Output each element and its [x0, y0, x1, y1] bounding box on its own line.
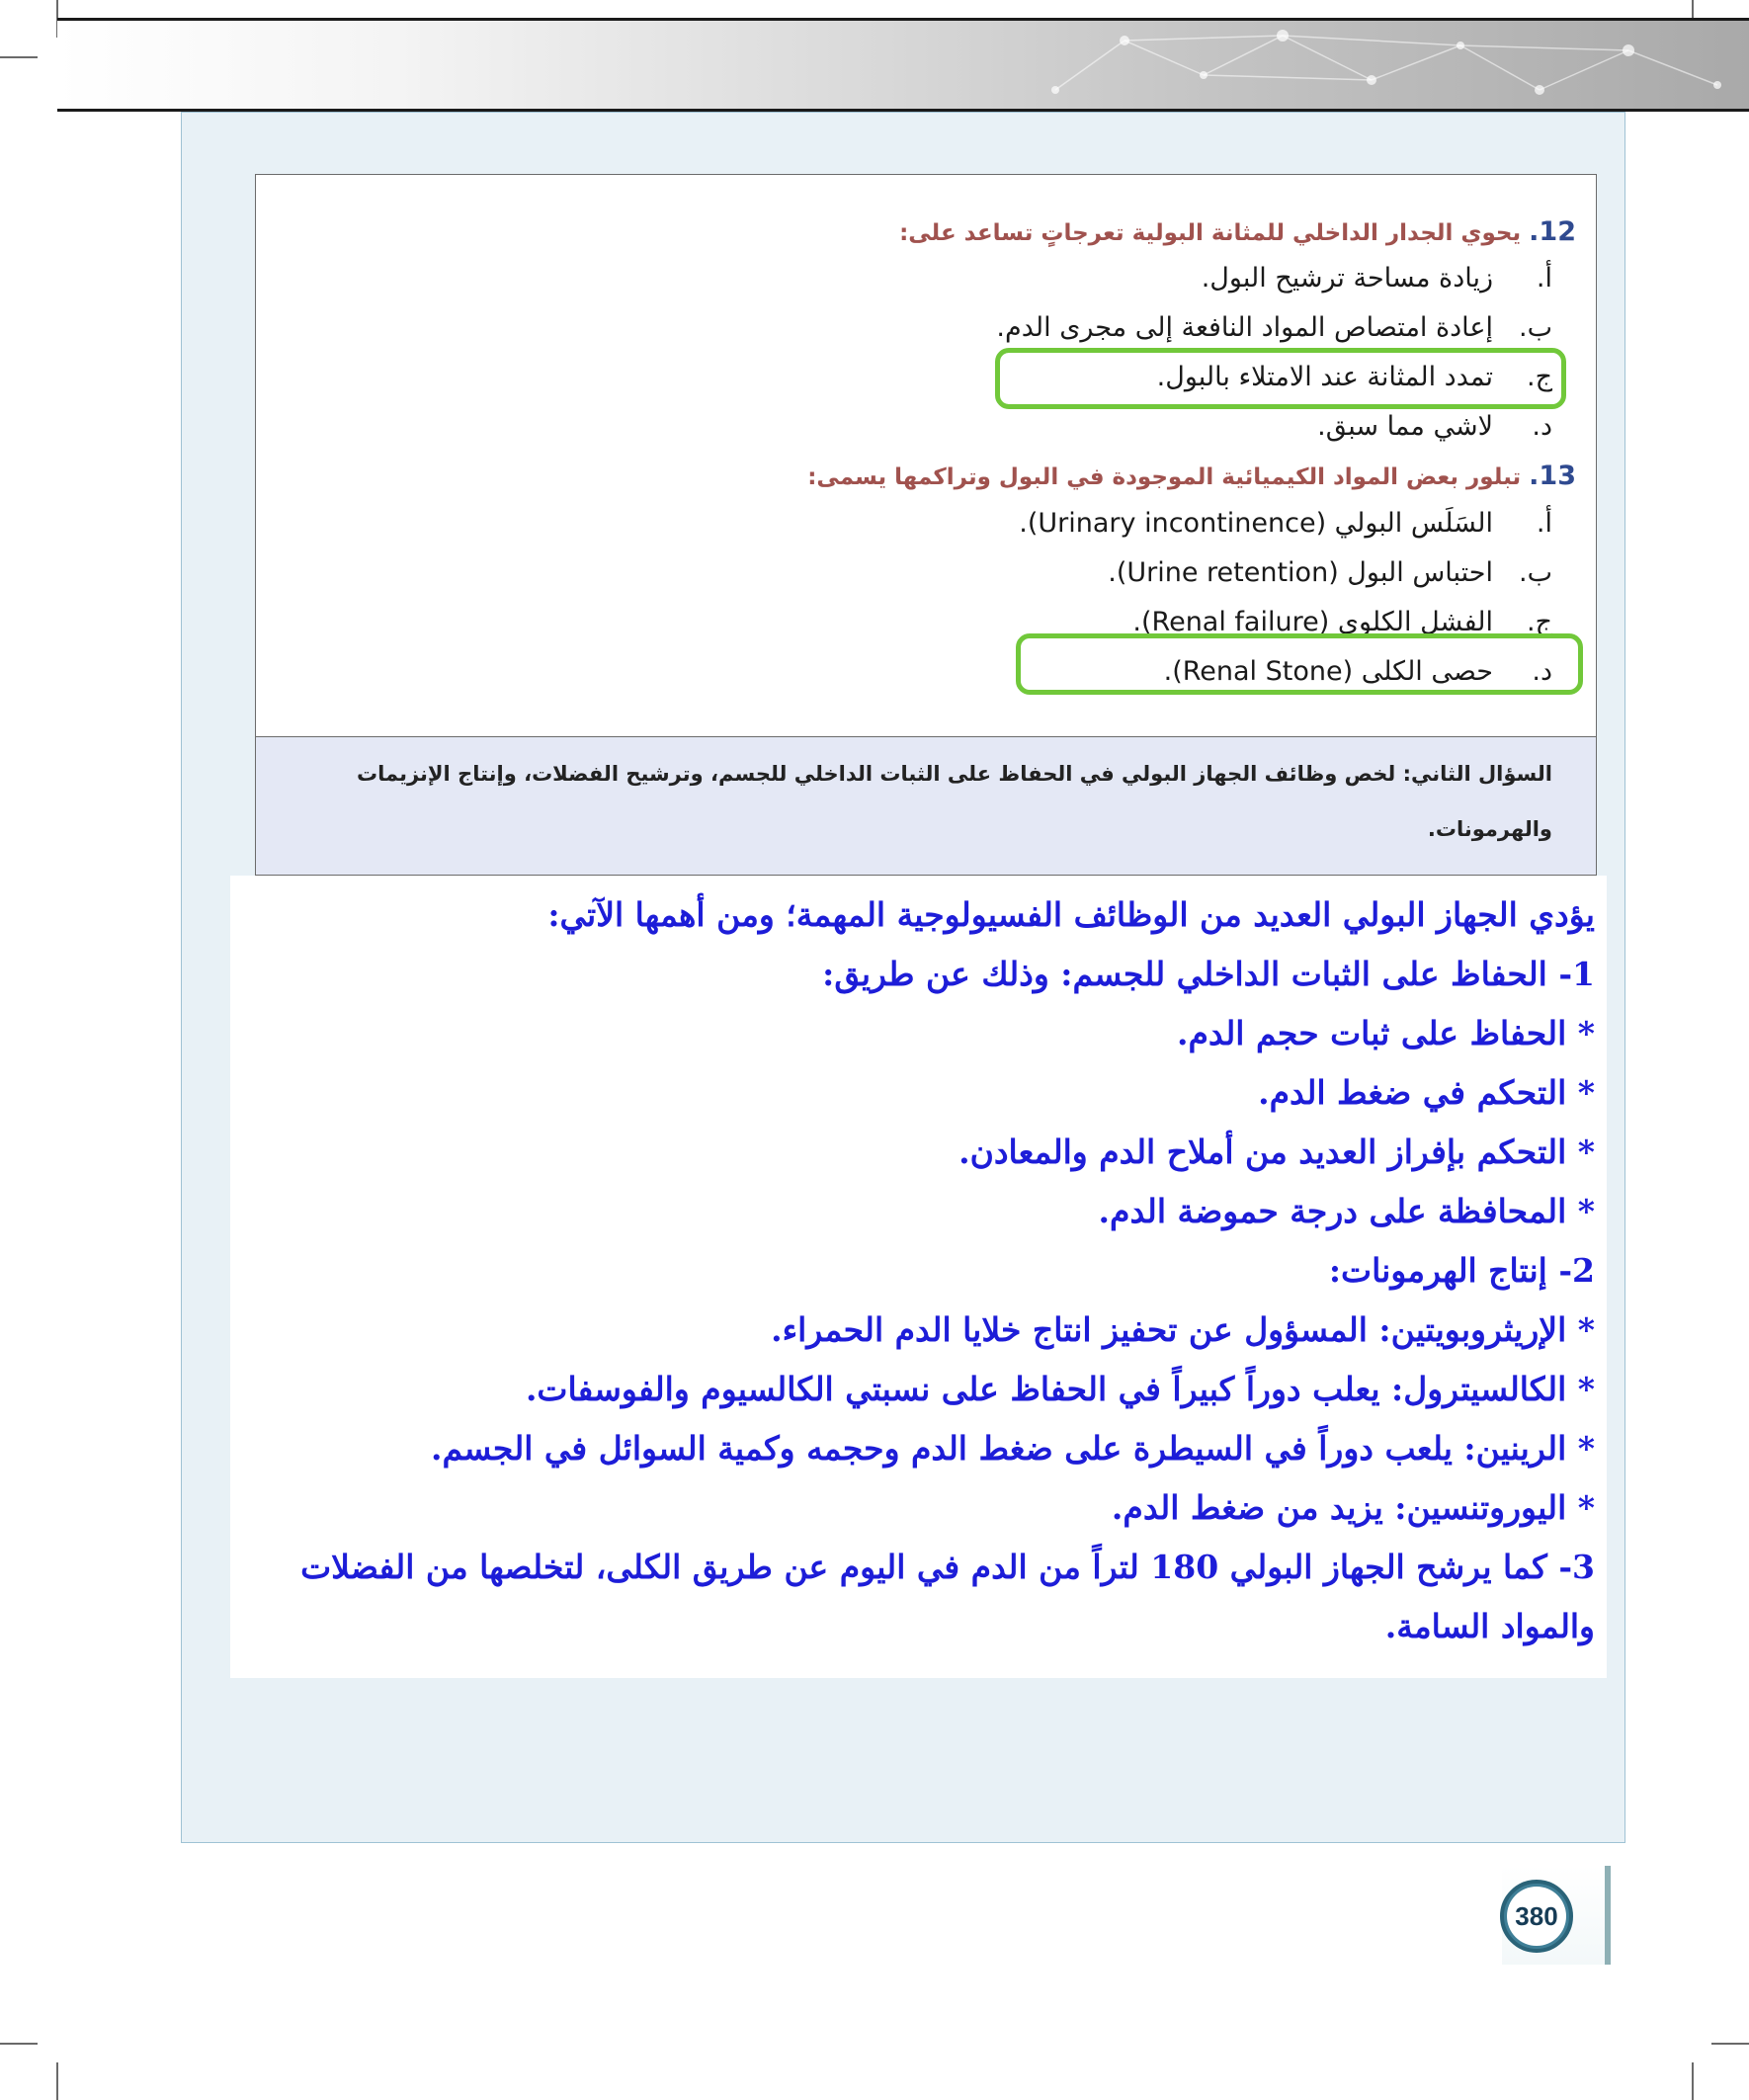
answer-bullet: * التحكم في ضغط الدم. [1258, 1073, 1595, 1112]
option-letter: د. [1532, 656, 1552, 687]
option-text: زيادة مساحة ترشيح البول. [1201, 263, 1493, 294]
answer-highlight-question-13 [1016, 633, 1583, 695]
question-13-number: 13. [1529, 461, 1576, 491]
option-letter: أ. [1536, 508, 1552, 539]
crop-mark [56, 2062, 58, 2100]
answer-intro: يؤدي الجهاز البولي العديد من الوظائف الفسيولوجية المهمة؛ ومن أهمها الآتي: [547, 895, 1595, 934]
option-text: الفشل الكلوى (Renal failure). [1132, 607, 1493, 637]
question-12-option-d [1317, 402, 1552, 452]
answer-bullet: * المحافظة على درجة حموضة الدم. [1098, 1192, 1595, 1230]
answer-bullet: * الرينين: يلعب دوراً في السيطرة على ضغط الدم وحجمه وكمية السوائل في الجسم. [431, 1429, 1595, 1468]
page-number-badge [1492, 1866, 1611, 1965]
question-12-option-b [996, 303, 1552, 353]
option-text: إعادة امتصاص المواد النافعة إلى مجرى الدم. [996, 312, 1493, 343]
answer-bullet: * اليوروتنسين: يزيد من ضغط الدم. [1111, 1488, 1595, 1527]
question-13-text: تبلور بعض المواد الكيميائية الموجودة في البول وتراكمها يسمى: [807, 464, 1522, 490]
answer-block [230, 876, 1607, 1678]
second-question-line-1: السؤال الثاني: لخص وظائف الجهاز البولي في الحفاظ على الثبات الداخلي للجسم، وترشيح الفضلات، وإنتاج الإنزيمات [357, 762, 1552, 786]
option-letter: ج. [1526, 607, 1552, 637]
answer-point-2-heading: 2- إنتاج الهرمونات: [1328, 1251, 1595, 1290]
crop-mark [0, 2043, 38, 2045]
option-letter: د. [1532, 411, 1552, 442]
question-13-heading [807, 452, 1576, 501]
crop-mark [0, 56, 38, 58]
option-letter: ب. [1518, 557, 1552, 588]
answer-point-3-continuation: والمواد السامة. [1384, 1607, 1595, 1645]
answer-point-1-heading: 1- الحفاظ على الثبات الداخلي للجسم: وذلك عن طريق: [822, 955, 1595, 993]
page-header-band [57, 18, 1749, 112]
crop-mark [1711, 2043, 1749, 2045]
option-text: احتباس البول (Urine retention). [1108, 557, 1493, 588]
answer-bullet: * الكالسيترول: يعلب دوراً كبيراً في الحفاظ على نسبتي الكالسيوم والفوسفات. [525, 1370, 1595, 1408]
question-12-text: يحوي الجدار الداخلي للمثانة البولية تعرجاتٍ تساعد على: [899, 220, 1522, 246]
molecule-network-decoration [57, 21, 1749, 112]
option-letter: ج. [1526, 362, 1552, 392]
answer-highlight-question-12 [995, 348, 1566, 409]
second-question-line-2: والهرمونات. [1427, 817, 1552, 841]
page-number: 380 [1507, 1887, 1566, 1946]
crop-mark [1692, 2062, 1694, 2100]
question-12-number: 12. [1529, 216, 1576, 247]
question-12-heading [899, 208, 1576, 257]
question-13-option-b [1108, 548, 1552, 598]
answer-bullet: * الإريثروبويتين: المسؤول عن تحفيز انتاج خلايا الدم الحمراء. [771, 1310, 1595, 1349]
option-letter: ب. [1518, 312, 1552, 343]
answer-point-3: 3- كما يرشح الجهاز البولي 180 لتراً من الدم في اليوم عن طريق الكلى، لتخلصها من الفضلات [300, 1548, 1595, 1586]
option-text: تمدد المثانة عند الامتلاء بالبول. [1156, 362, 1493, 392]
answer-bullet: * الحفاظ على ثبات حجم الدم. [1176, 1014, 1595, 1052]
option-text: لاشي مما سبق. [1317, 411, 1493, 442]
answer-bullet: * التحكم بإفراز العديد من أملاح الدم والمعادن. [958, 1133, 1595, 1171]
question-12-option-a [1202, 254, 1552, 303]
second-question-box [255, 737, 1597, 876]
option-letter: أ. [1536, 263, 1552, 294]
option-text: السَلَس البولي (Urinary incontinence). [1019, 508, 1493, 539]
option-text: حصى الكلى (Renal Stone). [1163, 656, 1493, 687]
question-13-option-a [1019, 499, 1552, 548]
